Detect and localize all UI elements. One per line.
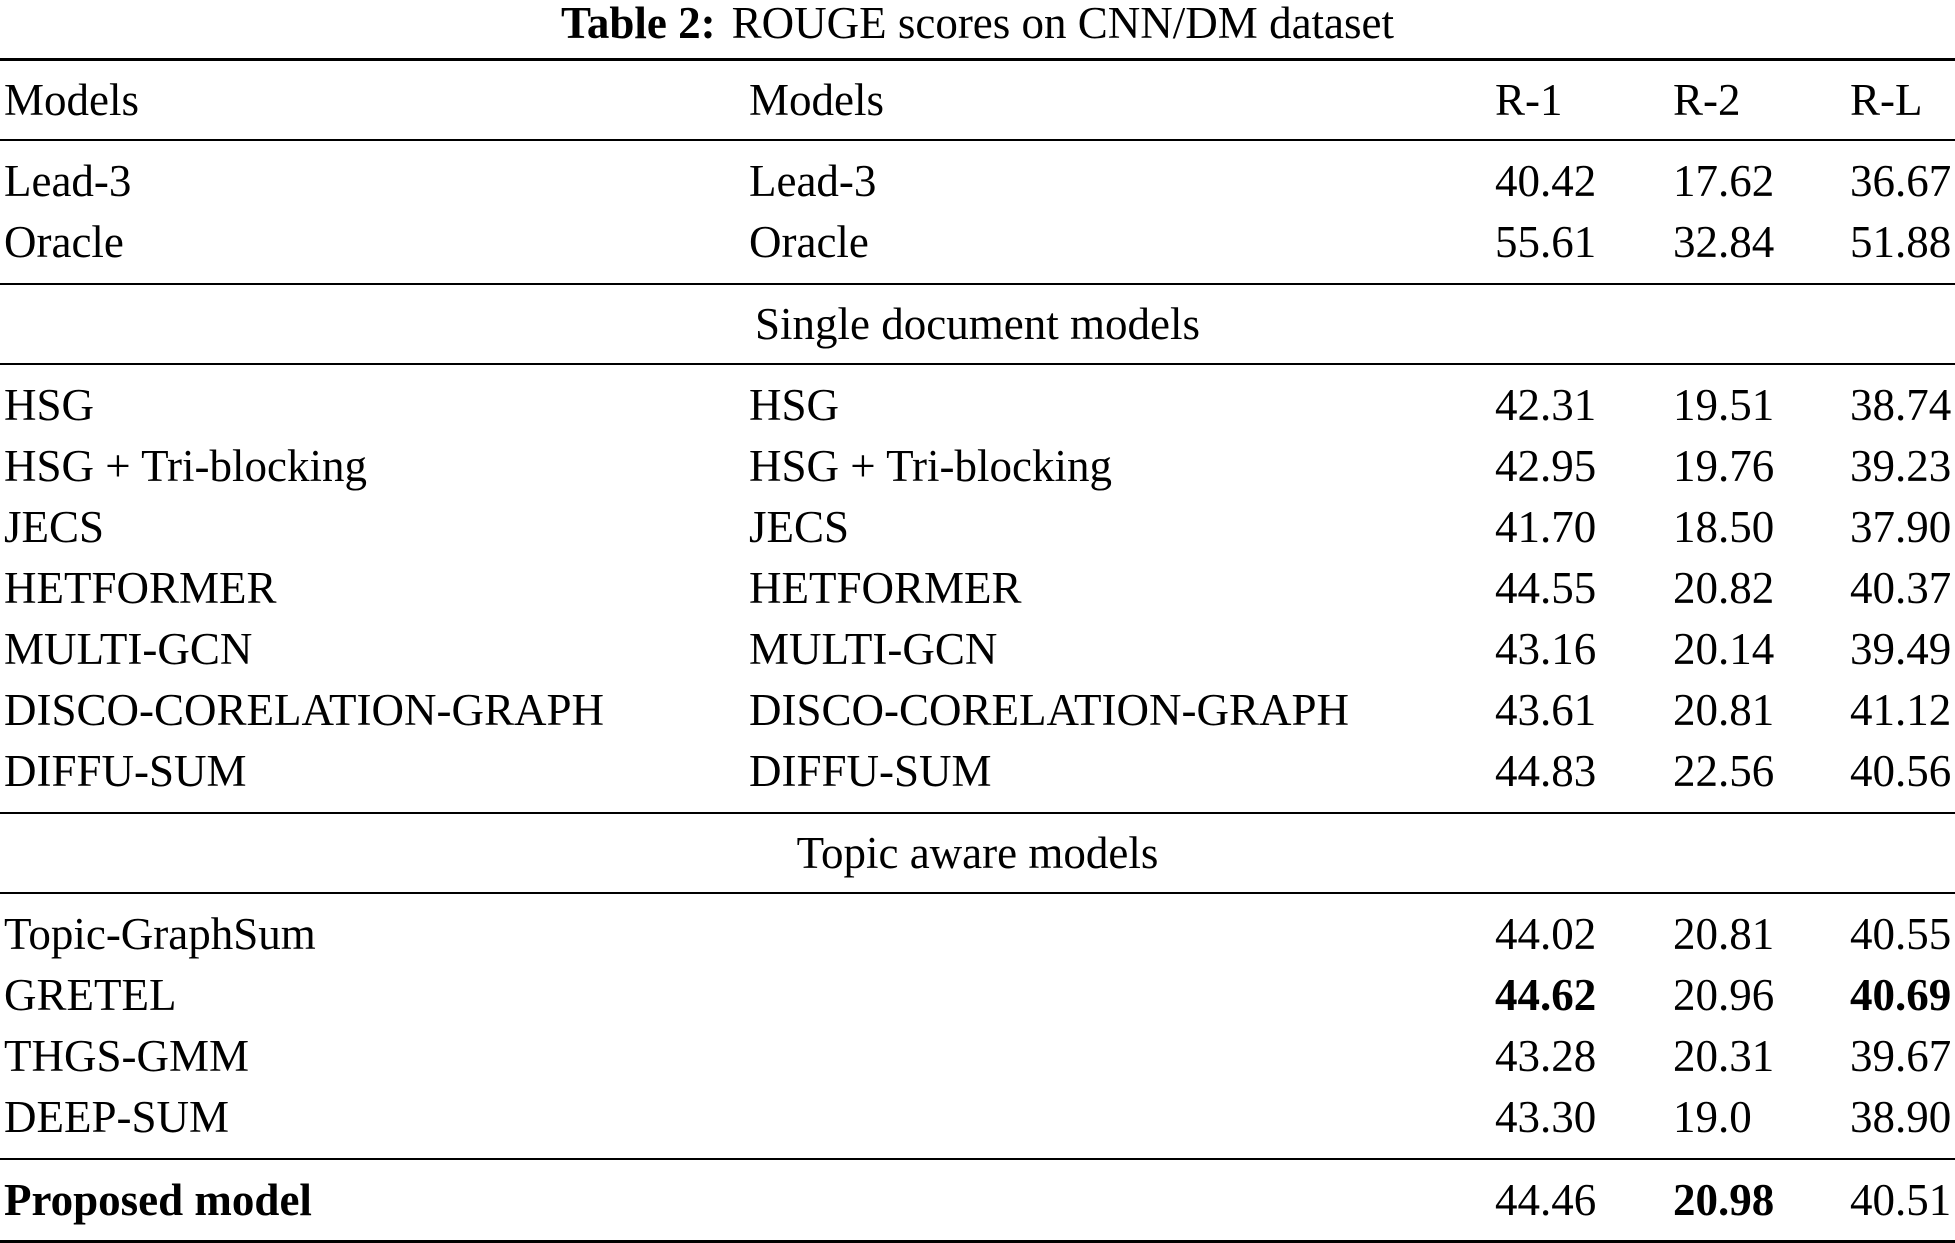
- model-name-dup: HSG: [749, 380, 840, 430]
- model-name: Topic-GraphSum: [4, 909, 316, 959]
- model-name-dup: DISCO-CORELATION-GRAPH: [749, 685, 1350, 735]
- table-row: [0, 619, 1955, 680]
- section-header-topic: [0, 814, 1955, 892]
- r1-score: 43.30: [1495, 1092, 1597, 1142]
- r2-score: 20.96: [1673, 970, 1775, 1020]
- header-rl: R-L: [1850, 75, 1923, 125]
- r2-score-best: 20.98: [1673, 1175, 1775, 1225]
- model-name: HETFORMER: [4, 563, 277, 613]
- r2-score: 19.51: [1673, 380, 1775, 430]
- rl-score: 51.88: [1850, 217, 1952, 267]
- proposed-row: [0, 1160, 1955, 1240]
- r1-score: 44.02: [1495, 909, 1597, 959]
- model-name: GRETEL: [4, 970, 177, 1020]
- r1-score: 43.16: [1495, 624, 1597, 674]
- model-name-dup: MULTI-GCN: [749, 624, 998, 674]
- model-name: Lead-3: [4, 156, 132, 206]
- table-row: [0, 558, 1955, 619]
- model-name-dup: DIFFU-SUM: [749, 746, 992, 796]
- header-rule: [0, 139, 1955, 141]
- section-header-single: [0, 285, 1955, 363]
- model-name-dup: JECS: [749, 502, 850, 552]
- model-name: DEEP-SUM: [4, 1092, 230, 1142]
- r1-score: 44.55: [1495, 563, 1597, 613]
- caption-label: Table 2:: [560, 0, 716, 48]
- table-caption: [0, 0, 1955, 50]
- r1-score: 42.31: [1495, 380, 1597, 430]
- model-name-dup: HSG + Tri-blocking: [749, 441, 1112, 491]
- r1-score: 44.46: [1495, 1175, 1597, 1225]
- table-row: [0, 741, 1955, 802]
- model-name: THGS-GMM: [4, 1031, 250, 1081]
- r2-score: 20.82: [1673, 563, 1775, 613]
- model-name-dup: Oracle: [749, 217, 869, 267]
- table-row: [0, 1026, 1955, 1087]
- header-models-2: Models: [749, 75, 884, 125]
- r1-score: 43.28: [1495, 1031, 1597, 1081]
- table-row: [0, 375, 1955, 436]
- rl-score: 39.67: [1850, 1031, 1952, 1081]
- table-row: [0, 497, 1955, 558]
- model-name: HSG + Tri-blocking: [4, 441, 367, 491]
- caption-text: ROUGE scores on CNN/DM dataset: [731, 0, 1395, 48]
- r2-score: 19.0: [1673, 1092, 1752, 1142]
- r2-score: 20.14: [1673, 624, 1775, 674]
- r2-score: 18.50: [1673, 502, 1775, 552]
- model-name: HSG: [4, 380, 95, 430]
- r2-score: 19.76: [1673, 441, 1775, 491]
- model-name: JECS: [4, 502, 105, 552]
- r1-score: 42.95: [1495, 441, 1597, 491]
- rl-score: 38.90: [1850, 1092, 1952, 1142]
- section-rule: [0, 892, 1955, 894]
- rl-score: 41.12: [1850, 685, 1952, 735]
- header-models-1: Models: [4, 75, 139, 125]
- table-row: [0, 904, 1955, 965]
- r1-score-best: 44.62: [1495, 970, 1597, 1020]
- r1-score: 55.61: [1495, 217, 1597, 267]
- table-row: [0, 1087, 1955, 1148]
- rl-score: 40.51: [1850, 1175, 1952, 1225]
- rl-score: 36.67: [1850, 156, 1952, 206]
- r2-score: 20.81: [1673, 909, 1775, 959]
- table-row: [0, 212, 1955, 273]
- r1-score: 40.42: [1495, 156, 1597, 206]
- r2-score: 20.31: [1673, 1031, 1775, 1081]
- proposed-model-name: Proposed model: [4, 1175, 312, 1225]
- rl-score: 40.37: [1850, 563, 1952, 613]
- header-r2: R-2: [1673, 75, 1741, 125]
- table-row: [0, 436, 1955, 497]
- table-row: [0, 680, 1955, 741]
- r1-score: 41.70: [1495, 502, 1597, 552]
- rl-score: 38.74: [1850, 380, 1952, 430]
- r1-score: 44.83: [1495, 746, 1597, 796]
- rouge-table: [0, 58, 1955, 1243]
- model-name-dup: HETFORMER: [749, 563, 1022, 613]
- header-r1: R-1: [1495, 75, 1563, 125]
- rl-score-best: 40.69: [1850, 970, 1952, 1020]
- section-title: Single document models: [755, 299, 1200, 349]
- header-row: [0, 61, 1955, 139]
- r2-score: 32.84: [1673, 217, 1775, 267]
- rl-score: 37.90: [1850, 502, 1952, 552]
- section-rule: [0, 363, 1955, 365]
- r2-score: 17.62: [1673, 156, 1775, 206]
- rl-score: 39.23: [1850, 441, 1952, 491]
- r2-score: 22.56: [1673, 746, 1775, 796]
- model-name-dup: Lead-3: [749, 156, 877, 206]
- model-name: DIFFU-SUM: [4, 746, 247, 796]
- r2-score: 20.81: [1673, 685, 1775, 735]
- table-row: [0, 151, 1955, 212]
- rl-score: 40.56: [1850, 746, 1952, 796]
- table-row: [0, 965, 1955, 1026]
- model-name: MULTI-GCN: [4, 624, 253, 674]
- r1-score: 43.61: [1495, 685, 1597, 735]
- rl-score: 39.49: [1850, 624, 1952, 674]
- model-name: Oracle: [4, 217, 124, 267]
- model-name: DISCO-CORELATION-GRAPH: [4, 685, 605, 735]
- rl-score: 40.55: [1850, 909, 1952, 959]
- section-title: Topic aware models: [796, 828, 1159, 878]
